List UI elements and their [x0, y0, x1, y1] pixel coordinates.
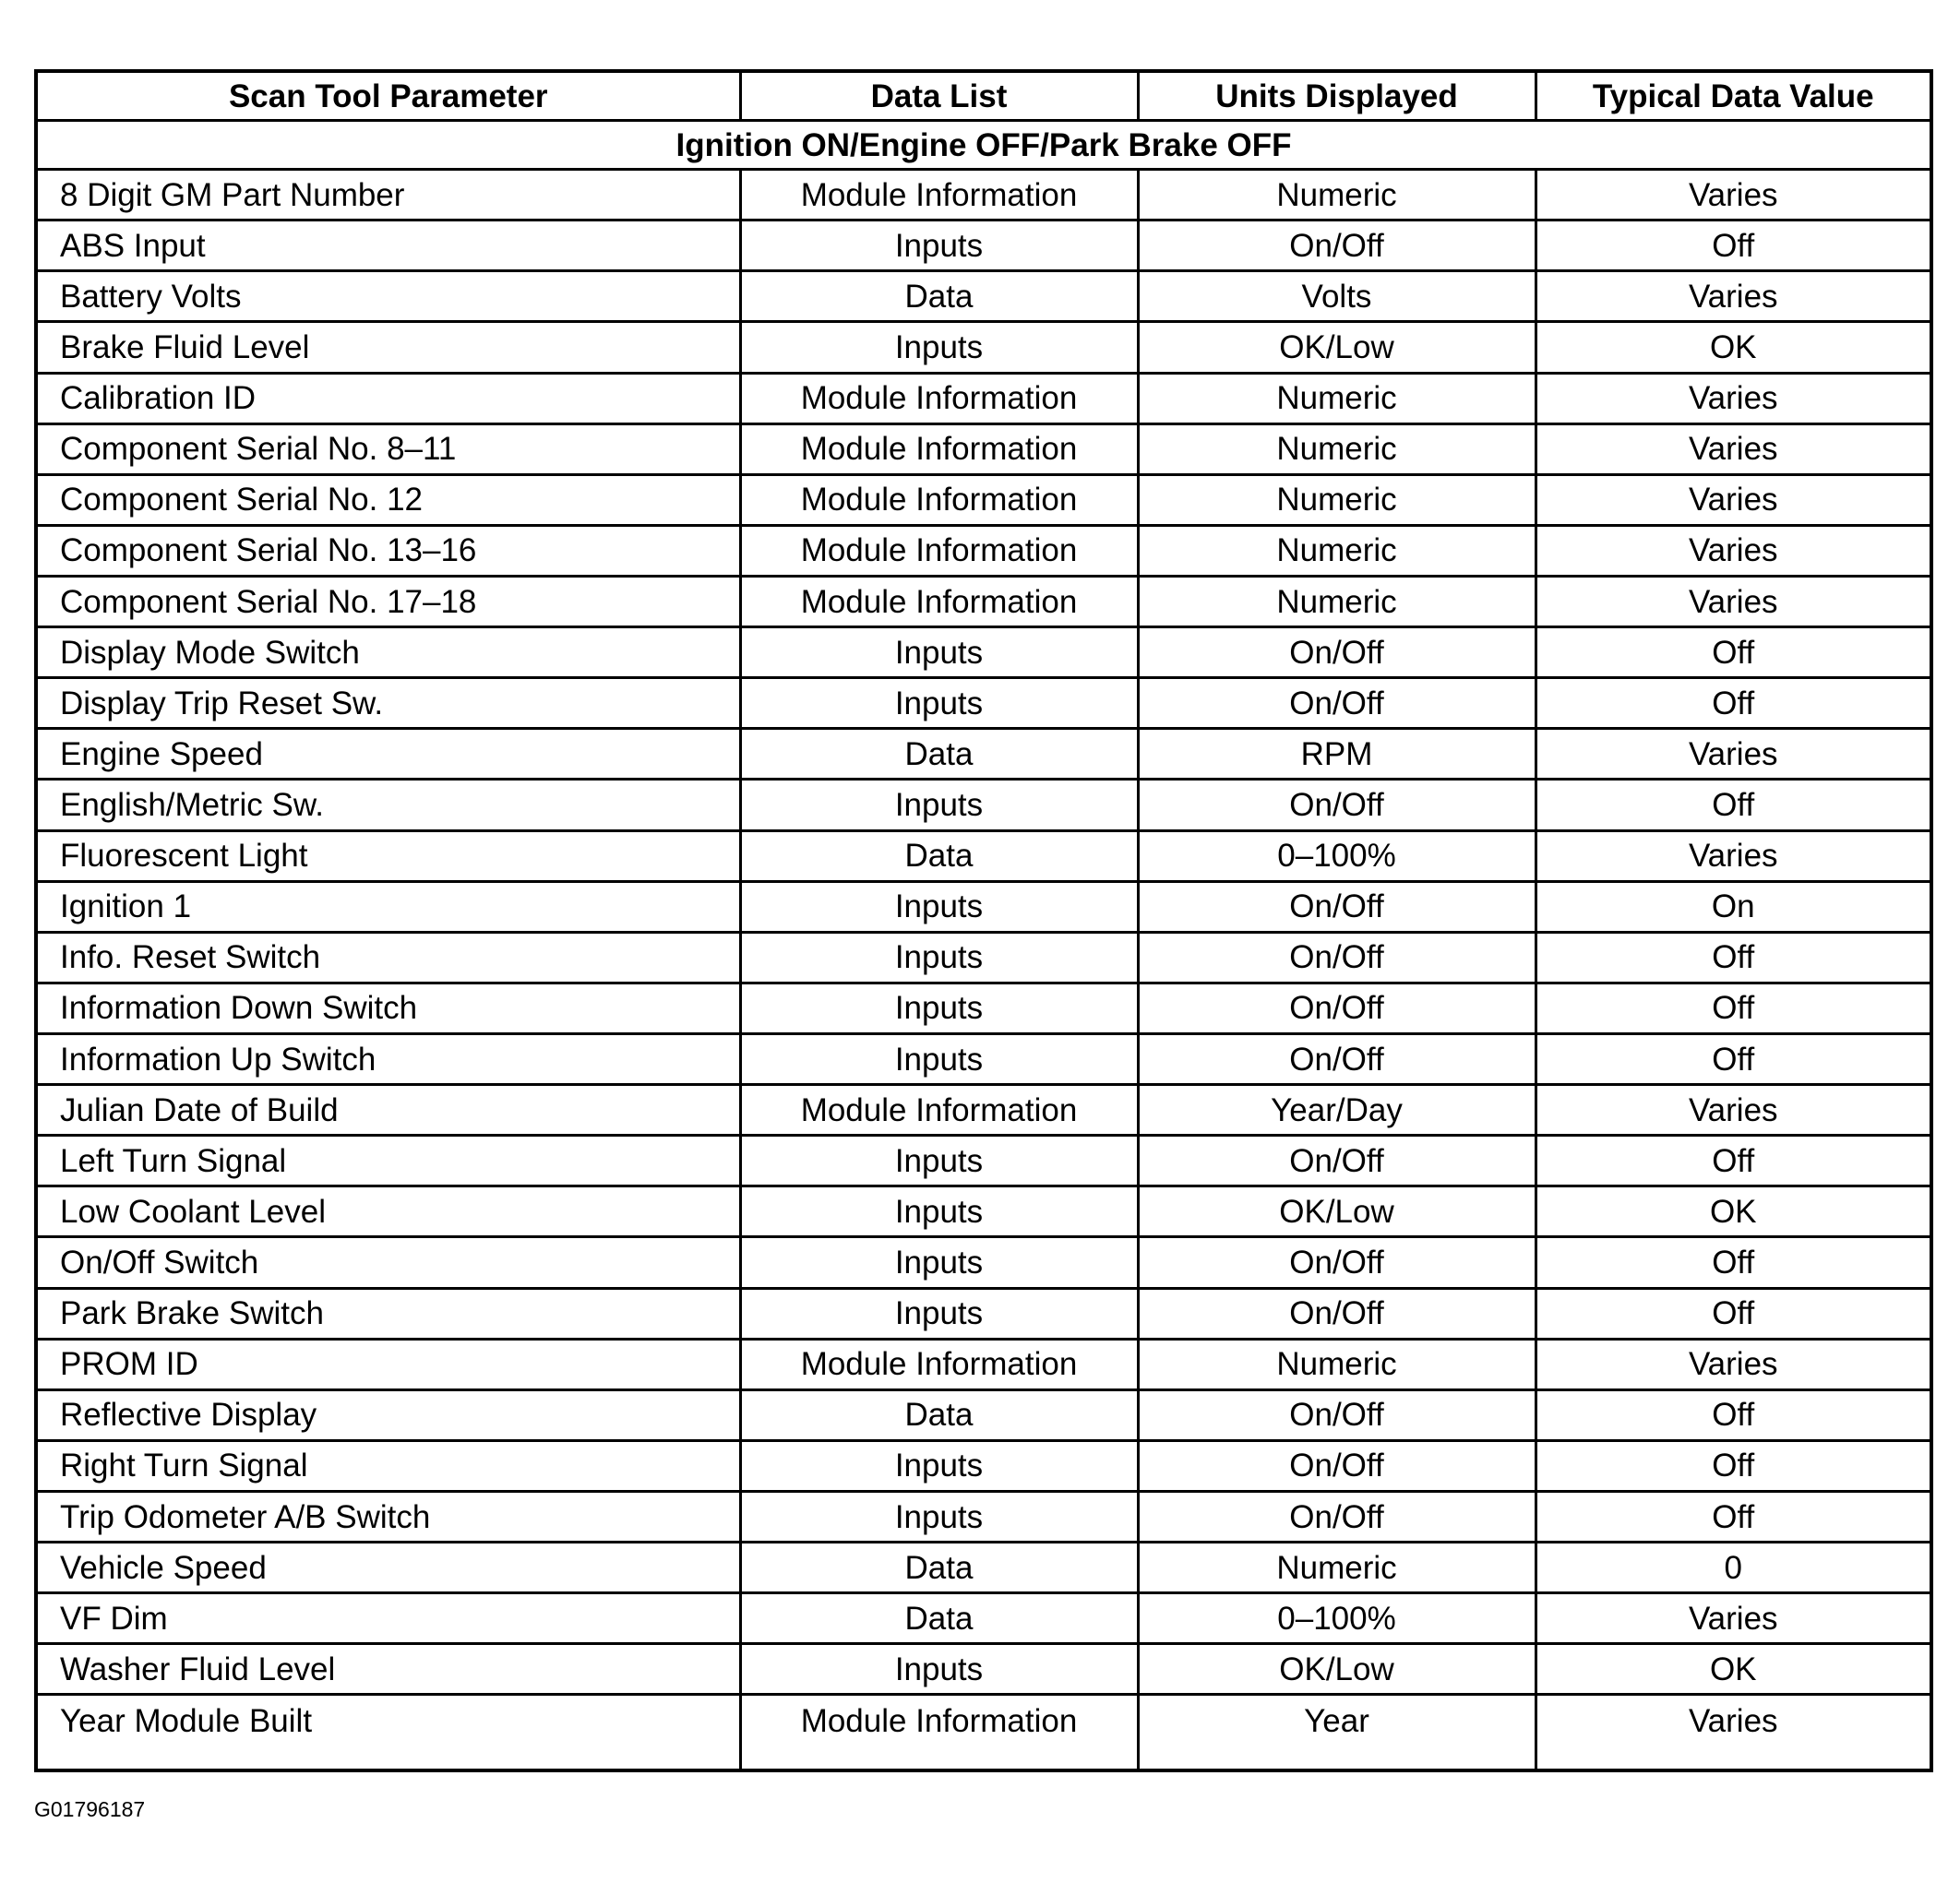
table-row [36, 474, 1931, 525]
cell-typical-data-value: Off [1536, 1440, 1931, 1491]
cell-typical-data-value: Varies [1536, 474, 1931, 525]
table-row [36, 1440, 1931, 1491]
table-row [36, 1491, 1931, 1542]
table-row [36, 932, 1931, 983]
cell-data-list: Inputs [740, 780, 1138, 830]
table-row [36, 322, 1931, 373]
cell-data-list: Inputs [740, 1033, 1138, 1084]
cell-scan-tool-parameter: Reflective Display [36, 1389, 740, 1440]
cell-units-displayed: Numeric [1138, 170, 1536, 220]
cell-data-list: Inputs [740, 932, 1138, 983]
cell-scan-tool-parameter: Engine Speed [36, 729, 740, 780]
cell-units-displayed: Numeric [1138, 373, 1536, 423]
cell-scan-tool-parameter: Display Mode Switch [36, 627, 740, 678]
cell-scan-tool-parameter: Vehicle Speed [36, 1543, 740, 1593]
cell-units-displayed: On/Off [1138, 881, 1536, 932]
section-row [36, 121, 1931, 170]
table-row [36, 1543, 1931, 1593]
cell-scan-tool-parameter: Ignition 1 [36, 881, 740, 932]
cell-typical-data-value: Varies [1536, 271, 1931, 322]
cell-data-list: Inputs [740, 881, 1138, 932]
figure-id: G01796187 [34, 1797, 146, 1821]
cell-typical-data-value: Off [1536, 983, 1931, 1033]
section-title: Ignition ON/Engine OFF/Park Brake OFF [36, 121, 1931, 170]
cell-scan-tool-parameter: 8 Digit GM Part Number [36, 170, 740, 220]
cell-units-displayed: On/Off [1138, 1491, 1536, 1542]
cell-data-list: Module Information [740, 525, 1138, 576]
table-row [36, 1339, 1931, 1389]
header-data-list: Data List [740, 71, 1138, 121]
cell-units-displayed: 0–100% [1138, 1593, 1536, 1644]
cell-typical-data-value: Off [1536, 678, 1931, 729]
cell-scan-tool-parameter: Component Serial No. 8–11 [36, 423, 740, 474]
cell-typical-data-value: Off [1536, 627, 1931, 678]
cell-units-displayed: On/Off [1138, 1033, 1536, 1084]
table-row [36, 830, 1931, 881]
table-row [36, 271, 1931, 322]
cell-units-displayed: Numeric [1138, 576, 1536, 626]
cell-data-list: Data [740, 1593, 1138, 1644]
cell-scan-tool-parameter: Year Module Built [36, 1695, 740, 1770]
cell-scan-tool-parameter: Component Serial No. 17–18 [36, 576, 740, 626]
cell-units-displayed: Numeric [1138, 1543, 1536, 1593]
cell-data-list: Module Information [740, 576, 1138, 626]
cell-scan-tool-parameter: Julian Date of Build [36, 1085, 740, 1136]
table-row [36, 1237, 1931, 1288]
cell-typical-data-value: Varies [1536, 170, 1931, 220]
cell-units-displayed: Numeric [1138, 474, 1536, 525]
header-units-displayed: Units Displayed [1138, 71, 1536, 121]
cell-typical-data-value: Varies [1536, 1085, 1931, 1136]
cell-data-list: Inputs [740, 1644, 1138, 1695]
cell-units-displayed: On/Off [1138, 1136, 1536, 1186]
table-row [36, 1288, 1931, 1339]
cell-scan-tool-parameter: Information Down Switch [36, 983, 740, 1033]
cell-typical-data-value: Off [1536, 1136, 1931, 1186]
cell-scan-tool-parameter: English/Metric Sw. [36, 780, 740, 830]
cell-data-list: Inputs [740, 627, 1138, 678]
cell-scan-tool-parameter: Park Brake Switch [36, 1288, 740, 1339]
cell-scan-tool-parameter: Component Serial No. 12 [36, 474, 740, 525]
cell-data-list: Data [740, 1389, 1138, 1440]
cell-typical-data-value: Off [1536, 780, 1931, 830]
table-row [36, 1085, 1931, 1136]
cell-scan-tool-parameter: Right Turn Signal [36, 1440, 740, 1491]
table-row [36, 576, 1931, 626]
cell-typical-data-value: Off [1536, 1288, 1931, 1339]
cell-units-displayed: Numeric [1138, 525, 1536, 576]
table-row [36, 1136, 1931, 1186]
cell-data-list: Module Information [740, 170, 1138, 220]
cell-data-list: Inputs [740, 1440, 1138, 1491]
cell-data-list: Inputs [740, 1136, 1138, 1186]
cell-data-list: Inputs [740, 678, 1138, 729]
table-row [36, 1644, 1931, 1695]
cell-typical-data-value: Varies [1536, 373, 1931, 423]
cell-typical-data-value: Varies [1536, 576, 1931, 626]
cell-units-displayed: OK/Low [1138, 322, 1536, 373]
cell-typical-data-value: Varies [1536, 830, 1931, 881]
cell-units-displayed: On/Off [1138, 1237, 1536, 1288]
cell-units-displayed: Numeric [1138, 1339, 1536, 1389]
cell-scan-tool-parameter: Information Up Switch [36, 1033, 740, 1084]
table-row [36, 373, 1931, 423]
cell-typical-data-value: Off [1536, 1237, 1931, 1288]
cell-data-list: Inputs [740, 1237, 1138, 1288]
cell-scan-tool-parameter: ABS Input [36, 220, 740, 271]
cell-scan-tool-parameter: Battery Volts [36, 271, 740, 322]
cell-typical-data-value: On [1536, 881, 1931, 932]
header-scan-tool-parameter: Scan Tool Parameter [36, 71, 740, 121]
cell-data-list: Module Information [740, 373, 1138, 423]
cell-units-displayed: On/Off [1138, 627, 1536, 678]
cell-typical-data-value: Off [1536, 220, 1931, 271]
table-row [36, 1033, 1931, 1084]
cell-data-list: Data [740, 1543, 1138, 1593]
table-row [36, 170, 1931, 220]
cell-typical-data-value: Varies [1536, 423, 1931, 474]
table-row [36, 1389, 1931, 1440]
cell-units-displayed: On/Off [1138, 678, 1536, 729]
cell-data-list: Inputs [740, 1186, 1138, 1237]
cell-typical-data-value: OK [1536, 322, 1931, 373]
cell-typical-data-value: Varies [1536, 1339, 1931, 1389]
cell-scan-tool-parameter: Component Serial No. 13–16 [36, 525, 740, 576]
scan-tool-data-table [34, 69, 1933, 1772]
cell-typical-data-value: Varies [1536, 1593, 1931, 1644]
cell-typical-data-value: Off [1536, 1389, 1931, 1440]
cell-data-list: Inputs [740, 220, 1138, 271]
cell-units-displayed: Volts [1138, 271, 1536, 322]
cell-scan-tool-parameter: Info. Reset Switch [36, 932, 740, 983]
cell-data-list: Inputs [740, 1491, 1138, 1542]
cell-units-displayed: On/Off [1138, 220, 1536, 271]
cell-data-list: Module Information [740, 1339, 1138, 1389]
cell-units-displayed: On/Off [1138, 932, 1536, 983]
cell-typical-data-value: Off [1536, 1033, 1931, 1084]
cell-data-list: Module Information [740, 1695, 1138, 1770]
cell-units-displayed: On/Off [1138, 1440, 1536, 1491]
table-row [36, 780, 1931, 830]
cell-typical-data-value: Varies [1536, 729, 1931, 780]
cell-typical-data-value: OK [1536, 1186, 1931, 1237]
table-row [36, 983, 1931, 1033]
cell-typical-data-value: Varies [1536, 1695, 1931, 1770]
cell-units-displayed: On/Off [1138, 780, 1536, 830]
cell-units-displayed: Year/Day [1138, 1085, 1536, 1136]
cell-scan-tool-parameter: On/Off Switch [36, 1237, 740, 1288]
cell-typical-data-value: Varies [1536, 525, 1931, 576]
table-row [36, 423, 1931, 474]
cell-units-displayed: RPM [1138, 729, 1536, 780]
table-row [36, 729, 1931, 780]
cell-units-displayed: On/Off [1138, 1288, 1536, 1339]
cell-data-list: Module Information [740, 1085, 1138, 1136]
cell-scan-tool-parameter: Washer Fluid Level [36, 1644, 740, 1695]
cell-data-list: Data [740, 729, 1138, 780]
table-row [36, 1593, 1931, 1644]
cell-scan-tool-parameter: Low Coolant Level [36, 1186, 740, 1237]
cell-scan-tool-parameter: VF Dim [36, 1593, 740, 1644]
cell-scan-tool-parameter: Brake Fluid Level [36, 322, 740, 373]
cell-units-displayed: On/Off [1138, 1389, 1536, 1440]
cell-data-list: Data [740, 830, 1138, 881]
table-row [36, 525, 1931, 576]
header-row [36, 71, 1931, 121]
cell-data-list: Inputs [740, 1288, 1138, 1339]
table-row [36, 881, 1931, 932]
table-row [36, 220, 1931, 271]
cell-units-displayed: Numeric [1138, 423, 1536, 474]
cell-units-displayed: On/Off [1138, 983, 1536, 1033]
cell-data-list: Module Information [740, 423, 1138, 474]
cell-scan-tool-parameter: Fluorescent Light [36, 830, 740, 881]
cell-units-displayed: 0–100% [1138, 830, 1536, 881]
cell-units-displayed: Year [1138, 1695, 1536, 1770]
cell-scan-tool-parameter: Trip Odometer A/B Switch [36, 1491, 740, 1542]
cell-typical-data-value: Off [1536, 932, 1931, 983]
cell-units-displayed: OK/Low [1138, 1644, 1536, 1695]
cell-scan-tool-parameter: PROM ID [36, 1339, 740, 1389]
table-body [36, 121, 1931, 1771]
cell-scan-tool-parameter: Calibration ID [36, 373, 740, 423]
cell-typical-data-value: 0 [1536, 1543, 1931, 1593]
cell-data-list: Inputs [740, 322, 1138, 373]
cell-units-displayed: OK/Low [1138, 1186, 1536, 1237]
cell-data-list: Module Information [740, 474, 1138, 525]
table-row [36, 1695, 1931, 1770]
table-row [36, 627, 1931, 678]
cell-data-list: Data [740, 271, 1138, 322]
cell-scan-tool-parameter: Left Turn Signal [36, 1136, 740, 1186]
cell-typical-data-value: Off [1536, 1491, 1931, 1542]
header-typical-data-value: Typical Data Value [1536, 71, 1931, 121]
table-row [36, 678, 1931, 729]
cell-data-list: Inputs [740, 983, 1138, 1033]
table-row [36, 1186, 1931, 1237]
cell-typical-data-value: OK [1536, 1644, 1931, 1695]
cell-scan-tool-parameter: Display Trip Reset Sw. [36, 678, 740, 729]
